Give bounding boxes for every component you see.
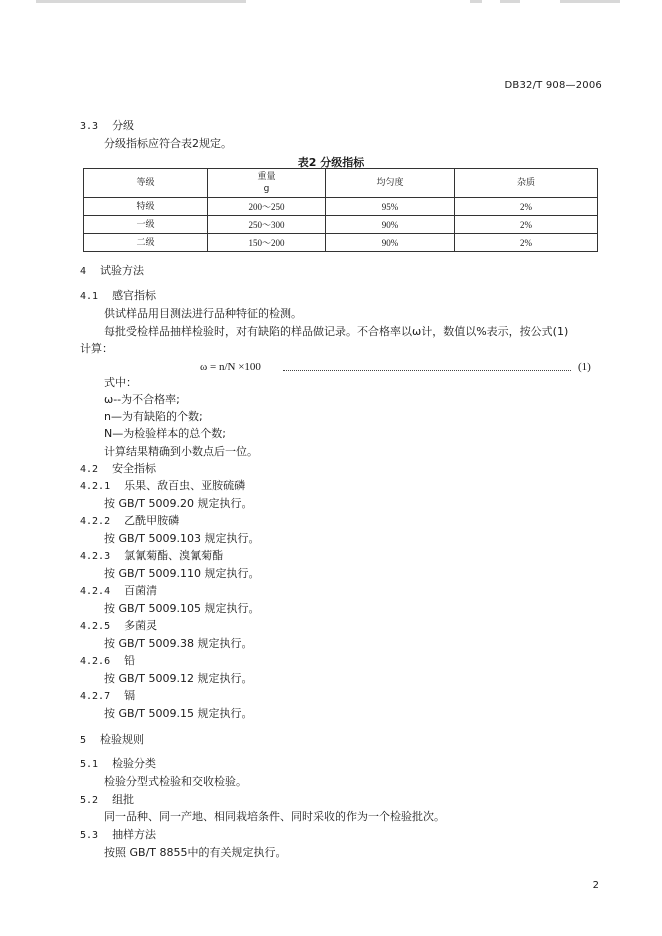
definition: n—为有缺陷的个数; [104,410,203,423]
section-number: 3.3 [80,121,99,132]
paragraph: 式中： [104,376,137,389]
section-5-3-heading [80,828,156,843]
subsection-heading [80,619,157,634]
table-cell: 95% [326,198,455,216]
subsection-title: 乐果、敌百虫、亚胺硫磷 [124,479,246,492]
section-5-1-heading [80,757,156,772]
scan-edge [0,0,662,5]
section-number: 4 [80,266,87,277]
page-number: 2 [592,880,599,891]
paragraph: 计算： [80,342,113,355]
paragraph: 按 GB/T 5009.103 规定执行。 [104,532,260,545]
section-number: 4.1 [80,291,99,302]
subsection-number: 4.2.1 [80,481,111,492]
subsection-heading [80,654,135,669]
paragraph: 同一品种、同一产地、相同栽培条件、同时采收的作为一个检验批次。 [104,810,445,823]
subsection-number: 4.2.7 [80,691,111,702]
section-4-2-heading [80,462,156,477]
paragraph: 按照 GB/T 8855中的有关规定执行。 [104,846,287,859]
subsection-title: 铅 [124,654,136,667]
subsection-number: 4.2.6 [80,656,111,667]
subsection-title: 百菌清 [124,584,158,597]
subsection-number: 4.2.2 [80,516,111,527]
subsection-heading [80,689,135,704]
section-number: 5.1 [80,759,99,770]
table-cell: 一级 [84,216,208,234]
section-4-1-heading [80,289,156,304]
definition: N—为检验样本的总个数; [104,427,226,440]
section-title: 抽样方法 [112,828,157,841]
table-row [84,216,598,234]
paragraph: 按 GB/T 5009.20 规定执行。 [104,497,253,510]
paragraph: 按 GB/T 5009.38 规定执行。 [104,637,253,650]
subsection-heading [80,584,157,599]
paragraph: 计算结果精确到小数点后一位。 [104,445,258,458]
table-cell: 二级 [84,234,208,252]
subsection-number: 4.2.5 [80,621,111,632]
subsection-heading [80,514,179,529]
formula: ω = n/N ×100 [200,361,261,373]
col-weight [208,169,326,198]
subsection-title: 氯氰菊酯、溴氰菊酯 [124,549,224,562]
section-number: 5.2 [80,795,99,806]
section-4-heading [80,264,144,279]
col-grade: 等级 [84,169,208,198]
section-title: 安全指标 [112,462,157,475]
table-row [84,198,598,216]
table-cell: 90% [326,234,455,252]
paragraph: 供试样品用目测法进行品种特征的检测。 [104,307,302,320]
paragraph: 按 GB/T 5009.12 规定执行。 [104,672,253,685]
paragraph: 检验分型式检验和交收检验。 [104,775,247,788]
section-title: 感官指标 [112,289,157,302]
paragraph: 每批受检样品抽样检验时，对有缺陷的样品做记录。不合格率以ω计，数值以%表示，按公式(1) [104,325,569,338]
section-3-3-heading [80,119,134,134]
paragraph: 按 GB/T 5009.15 规定执行。 [104,707,253,720]
table-cell: 特级 [84,198,208,216]
table-cell: 250～300 [208,216,326,234]
subsection-heading [80,479,245,494]
col-impurity: 杂质 [455,169,598,198]
table-cell: 90% [326,216,455,234]
grade-table [83,168,598,252]
section-title: 检验规则 [100,733,145,746]
col-weight-unit: g [263,184,270,194]
section-title: 检验分类 [112,757,157,770]
definition: ω--为不合格率; [104,393,180,406]
section-number: 4.2 [80,464,99,475]
table-cell: 2% [455,198,598,216]
table-header-row [84,169,598,198]
subsection-number: 4.2.4 [80,586,111,597]
formula-leader-dots [283,364,571,371]
section-number: 5 [80,735,87,746]
subsection-heading [80,549,223,564]
col-weight-label: 重量 [257,172,276,182]
section-title: 组批 [112,793,135,806]
table-row [84,234,598,252]
section-title: 分级 [112,119,135,132]
subsection-number: 4.2.3 [80,551,111,562]
section-number: 5.3 [80,830,99,841]
doc-code: DB32/T 908—2006 [504,80,602,91]
section-title: 试验方法 [100,264,145,277]
paragraph: 按 GB/T 5009.105 规定执行。 [104,602,260,615]
table-caption: 表2 分级指标 [297,156,365,169]
section-5-2-heading [80,793,134,808]
paragraph: 分级指标应符合表2规定。 [104,137,232,150]
section-5-heading [80,733,144,748]
table-cell: 2% [455,216,598,234]
col-uniformity: 均匀度 [326,169,455,198]
subsection-title: 乙酰甲胺磷 [124,514,180,527]
paragraph: 按 GB/T 5009.110 规定执行。 [104,567,260,580]
subsection-title: 多菌灵 [124,619,158,632]
subsection-title: 镉 [124,689,136,702]
table-cell: 200～250 [208,198,326,216]
table-cell: 2% [455,234,598,252]
formula-number: (1) [578,361,591,373]
table-cell: 150～200 [208,234,326,252]
